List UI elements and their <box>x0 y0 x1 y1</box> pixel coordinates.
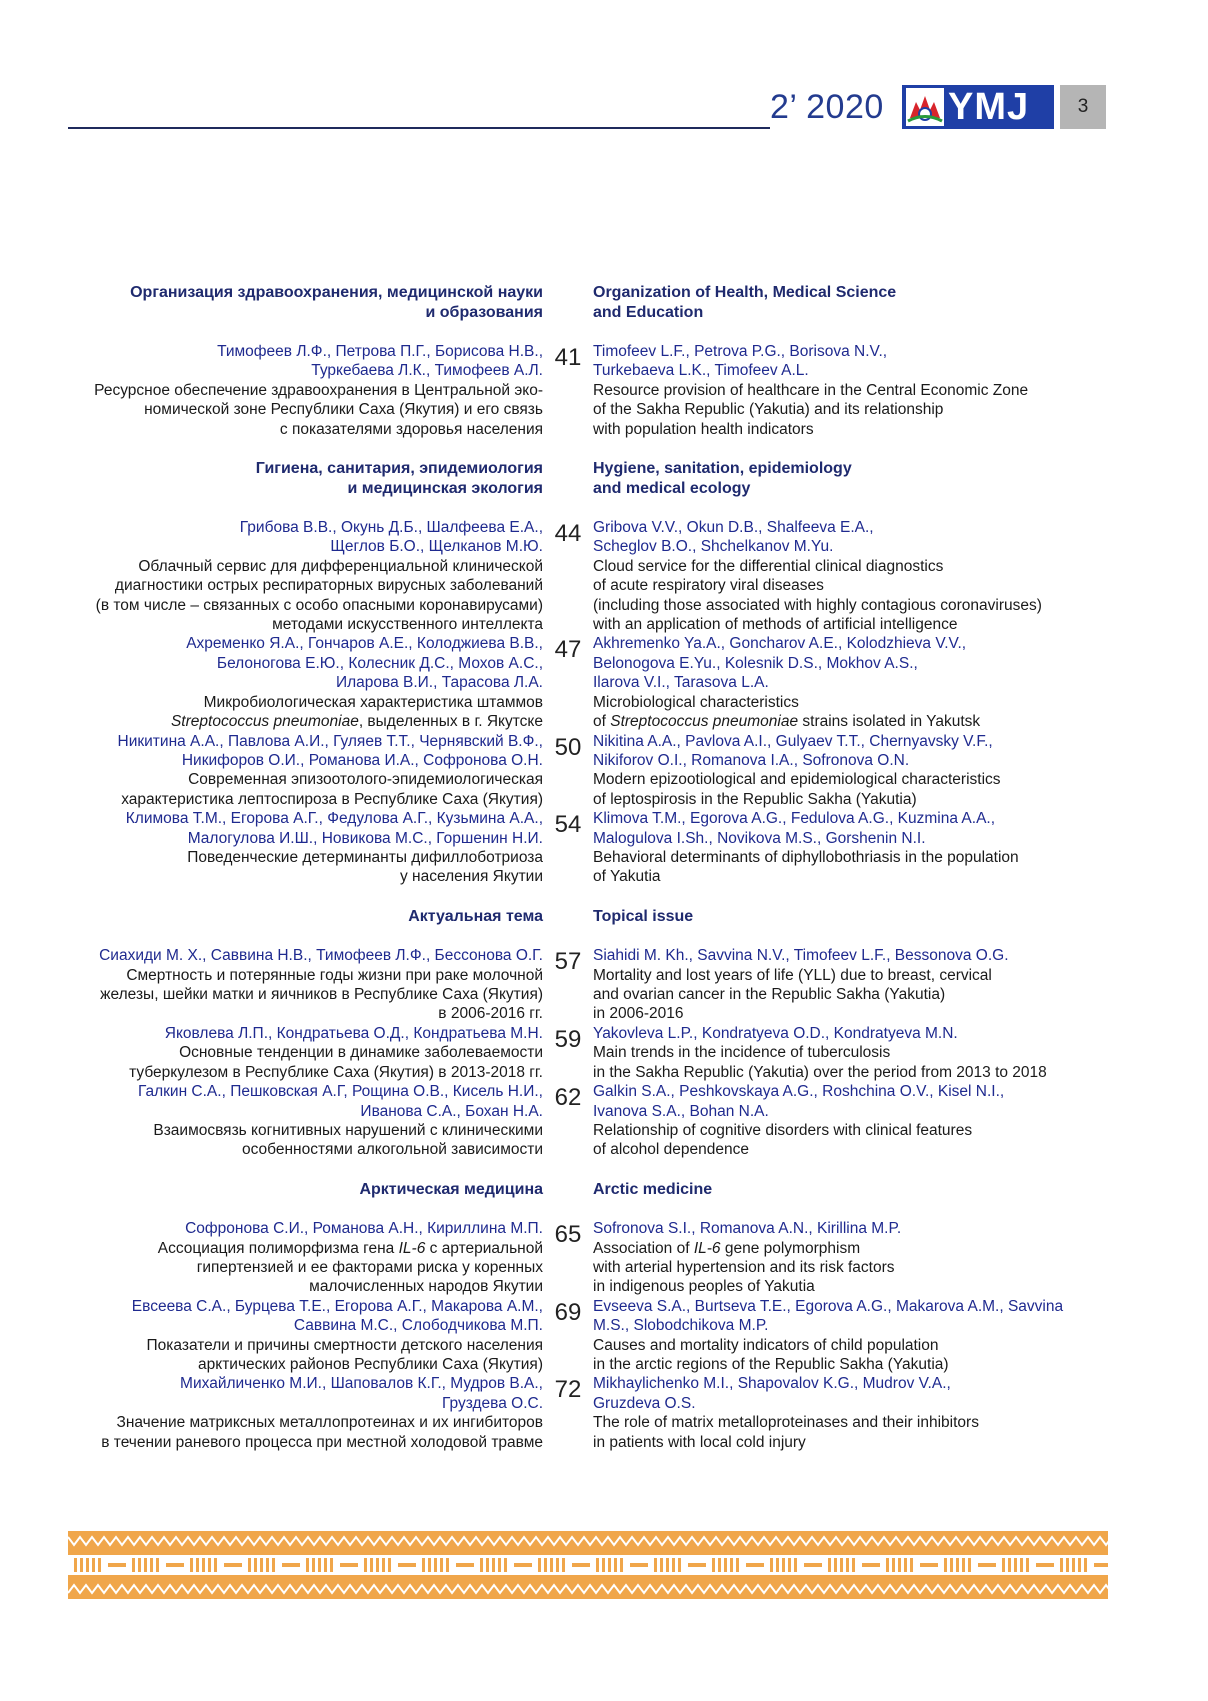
ornament-bar <box>562 1558 565 1572</box>
entry-title-en: Relationship of cognitive disorders with clinical features <box>593 1121 973 1139</box>
entry-title-en: of Yakutia <box>593 868 661 886</box>
section-title-line: и образования <box>425 303 543 321</box>
ornament-bar <box>904 1558 907 1572</box>
ornament-bar <box>944 1558 947 1572</box>
ornament-bar <box>144 1558 147 1572</box>
entry-title-ru: диагностики острых респираторных вирусных заболеваний <box>114 577 543 595</box>
ornament-dash <box>224 1563 242 1567</box>
section-title-line: and Education <box>593 303 704 321</box>
ornament-bar <box>782 1558 785 1572</box>
ornament-bar <box>150 1558 153 1572</box>
ornament-dash <box>688 1563 706 1567</box>
entry-authors-ru: Малогулова И.Ш., Новикова М.С., Горшенин Н.И. <box>187 829 543 847</box>
entry-ru <box>68 518 543 634</box>
section-title-ru <box>68 283 543 322</box>
section-title-line: Актуальная тема <box>408 907 543 925</box>
entry-title-ru: Смертность и потерянные годы жизни при раке молочной <box>126 966 543 984</box>
ornament-bar <box>898 1558 901 1572</box>
section-title-line: Hygiene, sanitation, epidemiology <box>593 460 852 478</box>
entry-title-ru: у населения Якутии <box>400 868 543 886</box>
ornament-bar <box>788 1558 791 1572</box>
entry-title-en: in 2006-2016 <box>593 1005 684 1023</box>
ornament-bar <box>388 1558 391 1572</box>
ornament-dash <box>340 1563 358 1567</box>
entry-authors-en: Ivanova S.A., Bohan N.A. <box>593 1102 769 1120</box>
ornament-bar <box>736 1558 739 1572</box>
toc-entry[interactable] <box>68 1297 1108 1375</box>
ornament-bar <box>1008 1558 1011 1572</box>
toc-entry[interactable] <box>68 518 1108 634</box>
ornament-bar <box>272 1558 275 1572</box>
ornament-bar <box>828 1558 831 1572</box>
entry-title-en: in the arctic regions of the Republic Sakha (Yakutia) <box>593 1356 949 1374</box>
entry-ru <box>68 1374 543 1452</box>
ornament-dash <box>804 1563 822 1567</box>
section-heading <box>68 907 1108 927</box>
ornament-bar <box>504 1558 507 1572</box>
ornament-bar <box>614 1558 617 1572</box>
entry-ru <box>68 342 543 439</box>
entry-authors-ru: Никифоров О.И., Романова И.А., Софронова О.Н. <box>181 751 543 769</box>
ornament-bar <box>98 1558 101 1572</box>
ornament-bar <box>190 1558 193 1572</box>
entry-title-en: Mortality and lost years of life (YLL) due to breast, cervical <box>593 966 992 984</box>
entry-title-en: Resource provision of healthcare in the Central Economic Zone <box>593 381 1029 399</box>
entry-title-ru: Микробиологическая характеристика штаммов <box>203 693 543 711</box>
entry-ru <box>68 809 543 887</box>
entry-page-number: 54 <box>554 811 582 839</box>
entry-authors-en: Galkin S.A., Peshkovskaya A.G., Roshchina O.V., Kisel N.I., <box>593 1083 1005 1101</box>
ornament-bar <box>678 1558 681 1572</box>
ornament-bar <box>846 1558 849 1572</box>
ornament-bar <box>312 1558 315 1572</box>
ornament-dash <box>166 1563 184 1567</box>
ornament-dash <box>862 1563 880 1567</box>
ornament-dash <box>746 1563 764 1567</box>
entry-title-en: with an application of methods of artificial intelligence <box>593 616 958 634</box>
ornament-bar <box>370 1558 373 1572</box>
entry-title-ru: (в том числе – связанных с особо опасными коронавирусами) <box>95 596 543 614</box>
entry-authors-en: Timofeev L.F., Petrova P.G., Borisova N.V., <box>593 343 888 360</box>
entry-authors-en: Turkebaeva L.K., Timofeev A.L. <box>593 362 809 380</box>
entry-title-en: of the Sakha Republic (Yakutia) and its relationship <box>593 401 944 419</box>
issue-number: 2’ 2020 <box>770 88 884 126</box>
entry-title-ru: Взаимосвязь когнитивных нарушений с клиническими <box>153 1121 543 1139</box>
entry-authors-en: Scheglov B.O., Shchelkanov M.Yu. <box>593 538 834 556</box>
section-title-line: Гигиена, санитария, эпидемиология <box>255 460 543 478</box>
header-rule <box>68 127 770 129</box>
entry-authors-ru: Груздева О.С. <box>442 1394 543 1412</box>
entry-authors-ru: Ахременко Я.А., Гончаров А.Е., Колоджиева В.В., <box>186 635 543 653</box>
ornament-bar <box>602 1558 605 1572</box>
ornament-bar <box>1066 1558 1069 1572</box>
ornament-dash <box>630 1563 648 1567</box>
entry-authors-en: Gribova V.V., Okun D.B., Shalfeeva E.A., <box>593 519 874 537</box>
toc-entry[interactable] <box>68 1219 1108 1297</box>
entry-ru <box>68 1082 543 1160</box>
entry-title-en: Association of IL-6 gene polymorphism <box>593 1239 861 1257</box>
entry-title-en: in patients with local cold injury <box>593 1433 806 1451</box>
section-title-ru <box>68 459 543 498</box>
ornament-bar <box>202 1558 205 1572</box>
entry-title-ru: с показателями здоровья населения <box>279 420 543 438</box>
ornament-bar <box>266 1558 269 1572</box>
entry-en <box>593 809 1108 887</box>
entry-title-en: The role of matrix metalloproteinases and their inhibitors <box>593 1414 979 1432</box>
ornament-bar <box>1060 1558 1063 1572</box>
section-title-ru <box>68 907 543 927</box>
entry-title-ru: Основные тенденции в динамике заболеваемости <box>179 1044 543 1062</box>
ornament-dash <box>514 1563 532 1567</box>
ornament-bar <box>132 1558 135 1572</box>
entry-title-ru: железы, шейки матки и яичников в Республике Саха (Якутия) <box>100 986 543 1004</box>
entry-authors-ru: Туркебаева Л.К., Тимофеев А.Л. <box>311 362 543 380</box>
entry-title-ru: Современная эпизоотолого-эпидемиологическая <box>188 771 543 789</box>
ornament-bar <box>770 1558 773 1572</box>
ornament-bar <box>254 1558 257 1572</box>
entry-en <box>593 1374 1108 1452</box>
ornament-bar <box>1020 1558 1023 1572</box>
entry-authors-ru: Евсеева С.А., Бурцева Т.Е., Егорова А.Г., Макарова А.М., <box>131 1297 543 1315</box>
section-title-en <box>593 1180 1108 1200</box>
ornament-bar <box>260 1558 263 1572</box>
ornament-bar <box>92 1558 95 1572</box>
ornament-bar <box>306 1558 309 1572</box>
entry-en <box>593 1297 1108 1375</box>
ornament-dash <box>282 1563 300 1567</box>
entry-authors-en: Malogulova I.Sh., Novikova M.S., Gorshenin N.I. <box>593 829 926 847</box>
entry-title-en: of leptospirosis in the Republic Sakha (Yakutia) <box>593 790 917 808</box>
ornament-bar <box>620 1558 623 1572</box>
entry-title-ru: характеристика лептоспироза в Республике Саха (Якутия) <box>121 790 543 808</box>
ornament-bar <box>724 1558 727 1572</box>
entry-title-ru: в 2006-2016 гг. <box>438 1005 543 1023</box>
entry-authors-en: Akhremenko Ya.A., Goncharov A.E., Kolodzhieva V.V., <box>593 635 967 653</box>
entry-title-ru: Значение матриксных металлопротеинах и их ингибиторов <box>116 1414 543 1432</box>
entry-authors-en: Evseeva S.A., Burtseva T.E., Egorova A.G., Makarova A.M., Savvina <box>593 1297 1064 1315</box>
section-title-line: и медицинская экология <box>347 479 543 497</box>
ornament-bar <box>672 1558 675 1572</box>
ornament-bar <box>718 1558 721 1572</box>
journal-logo <box>902 85 1054 129</box>
entry-en <box>593 946 1108 1024</box>
toc-entry[interactable] <box>68 946 1108 1024</box>
ornament-bar <box>480 1558 483 1572</box>
entry-title-en: and ovarian cancer in the Republic Sakha (Yakutia) <box>593 986 946 1004</box>
ornament-bar <box>608 1558 611 1572</box>
entry-page-number: 62 <box>554 1084 582 1112</box>
ornament-bar <box>886 1558 889 1572</box>
entry-title-en: Microbiological characteristics <box>593 693 799 711</box>
entry-title-en: Cloud service for the differential clinical diagnostics <box>593 557 944 575</box>
entry-authors-ru: Иларова В.И., Тарасова Л.А. <box>335 674 543 692</box>
ornament-bar <box>776 1558 779 1572</box>
entry-authors-ru: Галкин С.А., Пешковская А.Г, Рощина О.В., Кисель Н.И., <box>137 1083 543 1101</box>
ornament-bar <box>538 1558 541 1572</box>
ornament-bar <box>80 1558 83 1572</box>
section-heading <box>68 459 1108 498</box>
ornament-bar <box>214 1558 217 1572</box>
ornament-bar <box>446 1558 449 1572</box>
ornament-bar <box>968 1558 971 1572</box>
entry-title-ru: туберкулезом в Республике Саха (Якутия) в 2013-2018 гг. <box>129 1063 543 1081</box>
ornament-dash <box>456 1563 474 1567</box>
entry-page-number: 50 <box>554 733 582 761</box>
toc-entry[interactable] <box>68 1024 1108 1082</box>
ornament-bar <box>324 1558 327 1572</box>
ornament-bar <box>434 1558 437 1572</box>
ornament-bar <box>550 1558 553 1572</box>
ornament-dash <box>572 1563 590 1567</box>
entry-en <box>593 732 1108 810</box>
ornament-bar <box>852 1558 855 1572</box>
ornament-bar <box>330 1558 333 1572</box>
entry-title-ru: Ассоциация полиморфизма гена IL-6 с артериальной <box>157 1239 543 1257</box>
entry-en <box>593 1219 1108 1297</box>
ornament-bar <box>1078 1558 1081 1572</box>
entry-title-ru: особенностями алкогольной зависимости <box>241 1141 543 1159</box>
ornament-dash <box>398 1563 416 1567</box>
entry-ru <box>68 1297 543 1375</box>
ornament-bar <box>138 1558 141 1572</box>
entry-en <box>593 634 1108 731</box>
toc-entry[interactable] <box>68 342 1108 439</box>
ornament-bar <box>1026 1558 1029 1572</box>
ornament-bar <box>422 1558 425 1572</box>
entry-authors-ru: Белоногова Е.Ю., Колесник Д.С., Мохов А.С., <box>216 654 543 672</box>
section-title-line: Topical issue <box>593 907 694 925</box>
entry-ru <box>68 1024 543 1082</box>
entry-authors-en: Mikhaylichenko M.I., Shapovalov K.G., Mudrov V.A., <box>593 1375 951 1393</box>
entry-page-number: 59 <box>554 1025 582 1053</box>
ornament-bar <box>1084 1558 1087 1572</box>
ornament-bar <box>318 1558 321 1572</box>
emblem-icon <box>906 88 944 126</box>
ornament-bar <box>376 1558 379 1572</box>
entry-page-number: 65 <box>554 1221 582 1249</box>
entry-page-number: 41 <box>554 344 582 371</box>
entry-page-number: 57 <box>554 948 582 976</box>
entry-title-ru: в течении раневого процесса при местной холодовой травме <box>101 1433 543 1451</box>
entry-ru <box>68 946 543 1024</box>
entry-authors-en: Yakovleva L.P., Kondratyeva O.D., Kondratyeva M.N. <box>593 1024 958 1042</box>
entry-en <box>593 342 1108 439</box>
entry-title-en: in indigenous peoples of Yakutia <box>593 1278 815 1296</box>
ornament-bar <box>660 1558 663 1572</box>
ornament-bar <box>1014 1558 1017 1572</box>
ornament-bar <box>486 1558 489 1572</box>
entry-page-number: 72 <box>554 1376 582 1404</box>
ornament-bar <box>794 1558 797 1572</box>
entry-title-ru: методами искусственного интеллекта <box>272 616 543 634</box>
ornament-dash <box>978 1563 996 1567</box>
entry-title-en: of acute respiratory viral diseases <box>593 577 824 595</box>
entry-authors-ru: Грибова В.В., Окунь Д.Б., Шалфеева Е.А., <box>239 519 543 537</box>
ornament-bar <box>156 1558 159 1572</box>
ornament-bar <box>950 1558 953 1572</box>
ornament-band <box>68 1531 1108 1599</box>
entry-title-ru: Показатели и причины смертности детского населения <box>146 1336 543 1354</box>
ornament-bar <box>712 1558 715 1572</box>
entry-ru <box>68 1219 543 1297</box>
entry-title-ru: Streptococcus pneumoniae, выделенных в г. Якутске <box>170 713 543 731</box>
ornament-bar <box>196 1558 199 1572</box>
ornament-bar <box>956 1558 959 1572</box>
entry-title-ru: Ресурсное обеспечение здравоохранения в Центральной эко- <box>94 381 543 399</box>
entry-en <box>593 1082 1108 1160</box>
ornament-bar <box>840 1558 843 1572</box>
entry-title-en: Main trends in the incidence of tuberculosis <box>593 1044 891 1062</box>
entry-title-en: with population health indicators <box>593 420 814 438</box>
entry-title-en: (including those associated with highly contagious coronaviruses) <box>593 596 1042 614</box>
section-title-line: Арктическая медицина <box>359 1180 543 1198</box>
ornament-bar <box>248 1558 251 1572</box>
ornament-bar <box>654 1558 657 1572</box>
entry-authors-en: Belonogova E.Yu., Kolesnik D.S., Mokhov A.S., <box>593 654 918 672</box>
entry-authors-en: Sofronova S.I., Romanova A.N., Kirillina M.P. <box>593 1220 902 1238</box>
page-number: 3 <box>1060 85 1106 129</box>
ornament-bar <box>544 1558 547 1572</box>
ornament-bar <box>1002 1558 1005 1572</box>
entry-page-number: 69 <box>554 1298 582 1326</box>
entry-title-ru: Поведенческие детерминанты дифиллоботриоза <box>187 848 543 866</box>
ornament-dash <box>1094 1563 1108 1567</box>
entry-authors-ru: Щеглов Б.О., Щелканов М.Ю. <box>330 538 543 556</box>
entry-en <box>593 518 1108 634</box>
ornament-bar <box>910 1558 913 1572</box>
entry-authors-ru: Иванова С.А., Бохан Н.А. <box>360 1102 543 1120</box>
toc-entry[interactable] <box>68 732 1108 810</box>
ornament-bar <box>498 1558 501 1572</box>
section-title-line: Organization of Health, Medical Science <box>593 284 897 301</box>
ornament-bar <box>492 1558 495 1572</box>
entry-authors-en: Ilarova V.I., Tarasova L.A. <box>593 674 769 692</box>
section-title-line: and medical ecology <box>593 479 751 497</box>
entry-authors-en: M.S., Slobodchikova M.P. <box>593 1317 769 1335</box>
entry-title-en: Modern epizootiological and epidemiological characteristics <box>593 771 1001 789</box>
ornament-bar <box>440 1558 443 1572</box>
section-title-en <box>593 283 1108 322</box>
entry-authors-ru: Никитина А.А., Павлова А.И., Гуляев Т.Т., Чернявский В.Ф., <box>117 732 543 750</box>
ornament-bar <box>382 1558 385 1572</box>
ornament-bar <box>834 1558 837 1572</box>
entry-title-en: of Streptococcus pneumoniae strains isolated in Yakutsk <box>593 713 981 731</box>
entry-authors-en: Nikitina A.A., Pavlova A.I., Gulyaev T.T., Chernyavsky V.F., <box>593 732 993 750</box>
section-title-en <box>593 459 1108 498</box>
ornament-bar <box>86 1558 89 1572</box>
ornament-bar <box>730 1558 733 1572</box>
entry-ru <box>68 732 543 810</box>
entry-authors-ru: Михайличенко М.И., Шаповалов К.Г., Мудров В.А., <box>180 1375 543 1393</box>
entry-title-en: Causes and mortality indicators of child population <box>593 1336 939 1354</box>
entry-page-number: 47 <box>554 636 582 664</box>
ornament-bar <box>208 1558 211 1572</box>
ornament-dash <box>1036 1563 1054 1567</box>
entry-authors-ru: Климова Т.М., Егорова А.Г., Федулова А.Г., Кузьмина А.А., <box>125 810 543 828</box>
ornament-dash <box>920 1563 938 1567</box>
entry-title-en: Behavioral determinants of diphyllobothriasis in the population <box>593 848 1019 866</box>
entry-authors-en: Klimova T.M., Egorova A.G., Fedulova A.G., Kuzmina A.A., <box>593 810 996 828</box>
toc-entry[interactable] <box>68 1374 1108 1452</box>
ornament-bar <box>556 1558 559 1572</box>
ornament-bar <box>1072 1558 1075 1572</box>
entry-title-ru: номической зоне Республики Саха (Якутия) и его связь <box>144 401 543 419</box>
entry-en <box>593 1024 1108 1082</box>
ornament-bar <box>596 1558 599 1572</box>
toc-entry[interactable] <box>68 809 1108 887</box>
table-of-contents <box>68 283 1108 1452</box>
section-title-line: Организация здравоохранения, медицинской науки <box>130 284 543 301</box>
ornament-bar <box>428 1558 431 1572</box>
entry-ru <box>68 634 543 731</box>
entry-authors-ru: Сиахиди М. Х., Саввина Н.В., Тимофеев Л.Ф., Бессонова О.Г. <box>99 947 543 965</box>
ornament-bar <box>74 1558 77 1572</box>
section-title-en <box>593 907 1108 927</box>
entry-authors-ru: Саввина М.С., Слободчикова М.П. <box>293 1317 543 1335</box>
entry-title-en: in the Sakha Republic (Yakutia) over the period from 2013 to 2018 <box>593 1063 1047 1081</box>
section-heading <box>68 283 1108 322</box>
toc-entry[interactable] <box>68 634 1108 731</box>
section-title-ru <box>68 1180 543 1200</box>
section-heading <box>68 1180 1108 1200</box>
entry-authors-en: Nikiforov O.I., Romanova I.A., Sofronova O.N. <box>593 751 910 769</box>
entry-title-en: of alcohol dependence <box>593 1141 749 1159</box>
entry-authors-en: Gruzdeva O.S. <box>593 1394 696 1412</box>
entry-title-ru: малочисленных народов Якутии <box>309 1278 543 1296</box>
ornament-bar <box>962 1558 965 1572</box>
entry-title-ru: арктических районов Республики Саха (Якутия) <box>198 1356 543 1374</box>
ornament-bar <box>364 1558 367 1572</box>
section-title-line: Arctic medicine <box>593 1180 713 1198</box>
entry-authors-ru: Яковлева Л.П., Кондратьева О.Д., Кондратьева М.Н. <box>164 1024 543 1042</box>
entry-title-ru: гипертензией и ее факторами риска у коренных <box>196 1259 543 1277</box>
entry-page-number: 44 <box>554 520 582 548</box>
toc-entry[interactable] <box>68 1082 1108 1160</box>
entry-title-en: with arterial hypertension and its risk factors <box>593 1259 895 1277</box>
ornament-dash <box>108 1563 126 1567</box>
ornament-bar <box>666 1558 669 1572</box>
ornament-bar <box>892 1558 895 1572</box>
entry-authors-en: Siahidi M. Kh., Savvina N.V., Timofeev L.F., Bessonova O.G. <box>593 947 1009 965</box>
logo-text: YMJ <box>948 86 1030 128</box>
entry-title-ru: Облачный сервис для дифференциальной клинической <box>138 557 543 575</box>
entry-authors-ru: Софронова С.И., Романова А.Н., Кириллина М.П. <box>185 1220 543 1238</box>
entry-authors-ru: Тимофеев Л.Ф., Петрова П.Г., Борисова Н.В., <box>217 343 543 360</box>
